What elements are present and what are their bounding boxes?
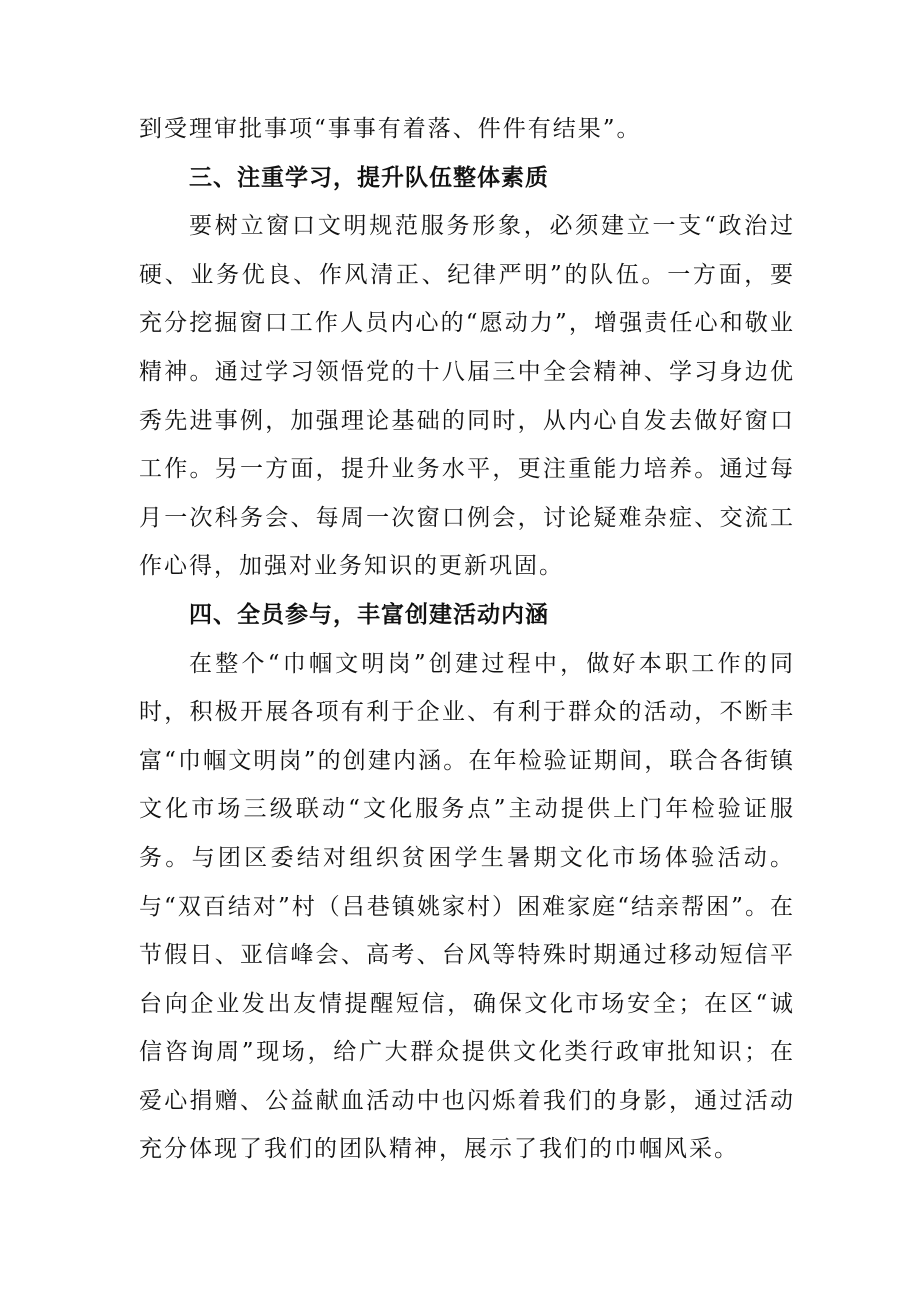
document-body	[139, 105, 795, 1174]
section-4-paragraph: 在整个“巾帼文明岗”创建过程中，做好本职工作的同时，积极开展各项有利于企业、有利于群众的活动，不断丰富“巾帼文明岗”的创建内涵。在年检验证期间，联合各街镇文化市场三级联动“文化服务点”主动提供上门年检验证服务。与团区委结对组织贫困学生暑期文化市场体验活动。与“双百结对”村（吕巷镇姚家村）困难家庭“结亲帮困”。在节假日、亚信峰会、高考、台风等特殊时期通过移动短信平台向企业发出友情提醒短信，确保文化市场安全；在区“诚信咨询周”现场，给广大群众提供文化类行政审批知识；在爱心捐赠、公益献血活动中也闪烁着我们的身影，通过活动充分体现了我们的团队精神，展示了我们的巾帼风采。	[139, 650, 795, 1163]
section-3-paragraph: 要树立窗口文明规范服务形象，必须建立一支“政治过硬、业务优良、作风清正、纪律严明”的队伍。一方面，要充分挖掘窗口工作人员内心的“愿动力”，增强责任心和敬业精神。通过学习领悟党的十八届三中全会精神、学习身边优秀先进事例，加强理论基础的同时，从内心自发去做好窗口工作。另一方面，提升业务水平，更注重能力培养。通过每月一次科务会、每周一次窗口例会，讨论疑难杂症、交流工作心得，加强对业务知识的更新巩固。	[139, 213, 795, 580]
continuation-paragraph: 到受理审批事项“事事有着落、件件有结果”。	[139, 116, 642, 142]
section-3-heading: 三、注重学习，提升队伍整体素质	[189, 164, 549, 191]
section-4-heading: 四、全员参与，丰富创建活动内涵	[189, 601, 549, 628]
